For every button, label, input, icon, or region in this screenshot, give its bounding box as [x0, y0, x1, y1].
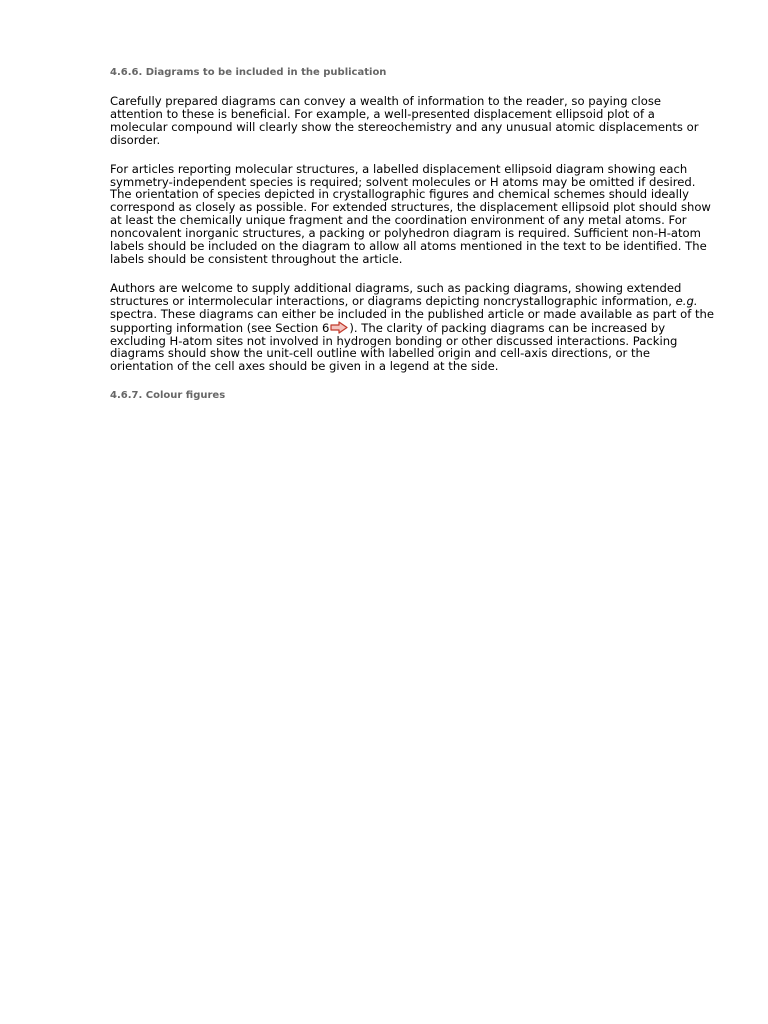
paragraph-3-part-1: Authors are welcome to supply additional diagrams, such as packing diagrams, showing extended structures or intermolecular interactions, or diagrams depicting noncrystallographic information, — [110, 280, 682, 308]
section-6-link-right-arrow-icon[interactable] — [330, 321, 348, 334]
document-page — [110, 66, 716, 403]
paragraph-3 — [110, 282, 716, 373]
paragraph-3-part-3: ). The clarity of packing diagrams can be increased by excluding H-atom sites not involved in hydrogen bonding or other discussed interactions. Packing diagrams should show the unit-cell outline with labelled origin and cell-axis directions, or the orientation of the cell axes should be given in a legend at the side. — [110, 320, 678, 374]
paragraph-2: For articles reporting molecular structures, a labelled displacement ellipsoid diagram showing each symmetry-independent species is required; solvent molecules or H atoms may be omitted if desired. The orientation of species depicted in crystallographic figures and chemical schemes should ideally correspond as closely as possible. For extended structures, the displacement ellipsoid plot should show at least the chemically unique fragment and the coordination environment of any metal atoms. For noncovalent inorganic structures, a packing or polyhedron diagram is required. Sufficient non-H-atom labels should be included on the diagram to allow all atoms mentioned in the text to be identified. The labels should be consistent throughout the article. — [110, 161, 711, 266]
paragraph-1: Carefully prepared diagrams can convey a wealth of information to the reader, so paying close attention to these is beneficial. For example, a well-presented displacement ellipsoid plot of a molecular compound will clearly show the stereochemistry and any unusual atomic displacements or disorder. — [110, 94, 699, 147]
section-heading-4-6-6: 4.6.6. Diagrams to be included in the publication — [110, 67, 387, 78]
eg-italic: e.g. — [675, 293, 698, 308]
paragraph-3-part-2: spectra. These diagrams can either be included in the published article or made available as part of the supporting information (see Section 6 — [110, 306, 715, 335]
section-heading-4-6-7: 4.6.7. Colour figures — [110, 390, 226, 402]
